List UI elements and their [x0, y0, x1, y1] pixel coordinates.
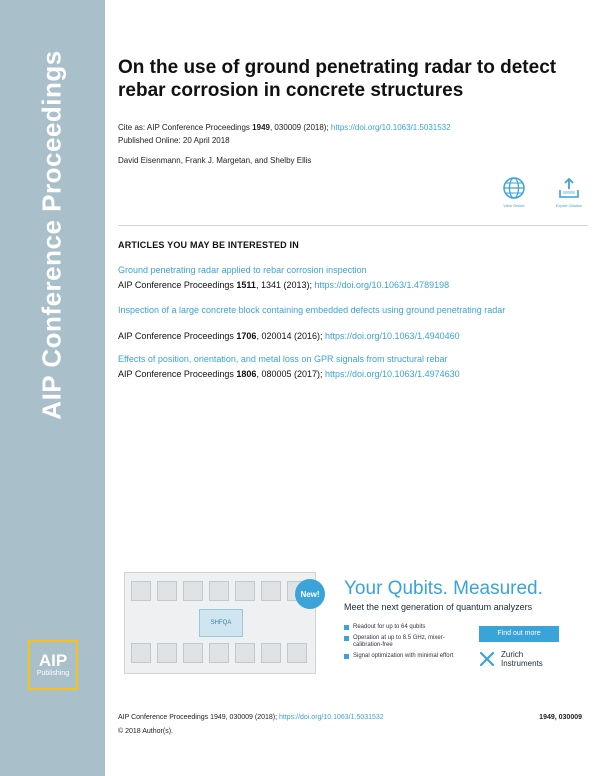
device-port: [131, 581, 151, 601]
sidebar: [0, 0, 105, 776]
related-article-1-title[interactable]: Ground penetrating radar applied to rebar corrosion inspection: [118, 265, 367, 275]
bullet-icon: [344, 654, 349, 659]
device-port: [131, 643, 151, 663]
ad-headline: Your Qubits. Measured.: [344, 578, 543, 599]
cite-line: [118, 123, 451, 132]
globe-icon: [502, 176, 526, 200]
paper-title: On the use of ground penetrating radar to detect rebar corrosion in concrete structures: [118, 57, 557, 101]
view-online-label: View Online: [503, 203, 525, 208]
brand-line-2: Instruments: [501, 659, 543, 668]
brand-name: [501, 650, 543, 668]
device-brand-label: SHFQA: [199, 609, 243, 637]
ad-bullet: [344, 624, 464, 631]
zi-cross-icon: [479, 651, 495, 667]
brand-line-1: Zurich: [501, 650, 524, 659]
article-1-doi-link[interactable]: https://doi.org/10.1063/1.4789198: [314, 280, 450, 290]
related-article-2-ref: [118, 331, 460, 341]
bullet-icon: [344, 625, 349, 630]
related-article-3-title[interactable]: Effects of position, orientation, and metal loss on GPR signals from structural rebar: [118, 354, 448, 364]
ad-bullet-text: Operation at up to 8.5 GHz, mixer-calibration-free: [353, 635, 445, 648]
related-article-2-title[interactable]: Inspection of a large concrete block containing embedded defects using ground penetrating radar: [118, 305, 506, 315]
cite-rest: , 030009 (2018);: [269, 123, 329, 132]
article-2-rest: , 020014 (2016);: [256, 331, 325, 341]
published-date: Published Online: 20 April 2018: [118, 136, 230, 145]
device-port: [261, 643, 281, 663]
article-1-journal: AIP Conference Proceedings: [118, 280, 237, 290]
zurich-instruments-logo: [479, 650, 543, 668]
device-port: [235, 643, 255, 663]
article-1-volume: 1511: [236, 280, 256, 290]
device-port: [209, 581, 229, 601]
device-port: [183, 581, 203, 601]
device-row: [131, 581, 309, 601]
ad-bullet-list: [344, 624, 464, 664]
device-port: [209, 643, 229, 663]
ad-device-image: [124, 572, 316, 674]
ad-bullet-text: Readout for up to 64 qubits: [353, 624, 426, 630]
export-citation-button[interactable]: [549, 176, 589, 212]
device-port: [235, 581, 255, 601]
find-out-more-button[interactable]: Find out more: [479, 626, 559, 642]
ad-subline: Meet the next generation of quantum analyzers: [344, 602, 533, 612]
article-3-journal: AIP Conference Proceedings: [118, 369, 237, 379]
footer-citation: [118, 714, 384, 721]
related-article-3-ref: [118, 369, 460, 379]
device-row: [131, 643, 309, 663]
cite-prefix: Cite as: AIP Conference Proceedings: [118, 123, 250, 132]
ad-bullet: [344, 635, 464, 649]
ad-bullet-text: Signal optimization with minimal effort: [353, 653, 454, 659]
device-port: [287, 643, 307, 663]
device-port: [157, 581, 177, 601]
device-port: [183, 643, 203, 663]
export-citation-label: Export Citation: [555, 203, 583, 208]
ad-new-badge: New!: [295, 579, 325, 609]
header-divider: [118, 225, 588, 226]
article-2-doi-link[interactable]: https://doi.org/10.1063/1.4940460: [325, 331, 460, 341]
related-articles-heading: ARTICLES YOU MAY BE INTERESTED IN: [118, 240, 299, 250]
bullet-icon: [344, 636, 349, 641]
article-1-rest: , 1341 (2013);: [255, 280, 315, 290]
ad-bullet: [344, 653, 464, 660]
footer-page-ref: 1949, 030009: [539, 714, 582, 721]
footer-doi-link[interactable]: https://doi.org/10.1063/1.5031532: [279, 714, 384, 721]
logo-main-text: AIP: [38, 651, 68, 670]
cite-volume: 1949: [252, 123, 270, 132]
device-port: [157, 643, 177, 663]
article-3-doi-link[interactable]: https://doi.org/10.1063/1.4974630: [325, 369, 460, 379]
logo-sub-text: Publishing: [36, 670, 70, 677]
article-2-volume: 1706: [236, 331, 257, 341]
sidebar-title: AIP Conference Proceedings: [36, 50, 67, 420]
advertisement-banner[interactable]: [122, 562, 592, 688]
authors: David Eisenmann, Frank J. Margetan, and Shelby Ellis: [118, 156, 312, 165]
article-3-rest: , 080005 (2017);: [256, 369, 325, 379]
view-online-button[interactable]: [494, 176, 534, 212]
footer-copyright: © 2018 Author(s).: [118, 728, 173, 735]
footer-cite-text: AIP Conference Proceedings 1949, 030009 (2018);: [118, 714, 278, 721]
aip-publishing-logo[interactable]: [28, 640, 78, 690]
paper-doi-link[interactable]: https://doi.org/10.1063/1.5031532: [330, 123, 451, 132]
related-article-1-ref: [118, 280, 449, 290]
article-3-volume: 1806: [236, 369, 257, 379]
device-port: [261, 581, 281, 601]
article-2-journal: AIP Conference Proceedings: [118, 331, 237, 341]
export-icon: [557, 176, 581, 200]
